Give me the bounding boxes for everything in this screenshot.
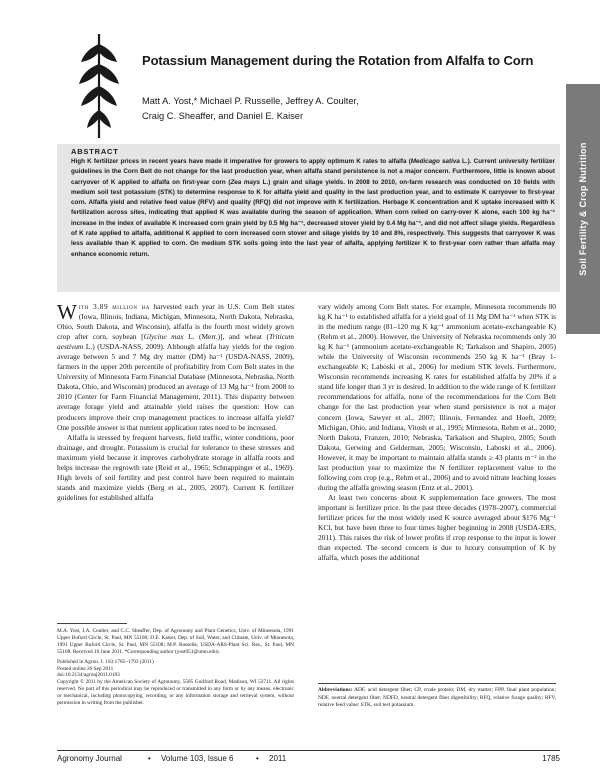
page-footer <box>57 750 560 763</box>
lead-in: ith 3.89 million ha <box>78 302 150 311</box>
species-name: Medicago sativa <box>410 158 460 165</box>
volume-issue: Volume 103, Issue 6 <box>161 754 234 763</box>
journal-name: Agronomy Journal <box>57 754 122 763</box>
affiliations: M.A. Yost, J.A. Coulter, and C.C. Sheaffer, Dep. of Agronomy and Plant Genetics, Univ. of Minnesota, 1991 Upper Buford Circle, St. Paul, MN 55108; D.E. Kaiser, Dep. of Soil, Water, and Climate, Univ. of Minnesota, 1991 Upper Buford Circle, St. Paul, MN 55108; M.P. Russelle, USDA-ARS-Plant Sci. Res., St. Paul, MN 55108. Received 10 June 2011. *Corresponding author (yost051@umn.edu). <box>57 628 294 655</box>
body-paragraph: At least two concerns about K supplementation face growers. The most important is fertilizer price. In the past three decades (1978–2007), commercial fertilizer prices for the most widely used K source averaged about $176 Mg⁻¹ KCl, but have been three to four times higher beginning in 2008 (USDA-ERS, 2011). This raises the risk of lower profits if crop response to the input is lower than expected. The second concern is due to luxury consumption of K by alfalfa, which poses the additional <box>318 492 556 563</box>
journal-logo <box>71 30 127 142</box>
author-list <box>142 94 542 124</box>
article-title: Potassium Management during the Rotation from Alfalfa to Corn <box>142 53 534 68</box>
body-paragraph: With 3.89 million ha harvested each year in U.S. Corn Belt states (Iowa, Illinois, Indiana, Michigan, Minnesota, North Dakota, Nebraska, Ohio, South Dakota, and Wisconsin), alfalfa is the fourth most widely grown crop after corn, soybean [Glycine max L. (Merr.)], and wheat (Triticum aestivum L.) (USDA-NASS, 2009). Although alfalfa hay yields for the region average between 5 and 7 Mg dry matter (DM) ha⁻¹ (USDA-NASS, 2009), farmers in the upper 20th percentile of profitability from Corn Belt states in the University of Minnesota Farm Financial Database (Minnesota, Nebraska, North Dakota, Ohio, and Wisconsin) produced an average of 13 Mg ha⁻¹ from 2008 to 2010 (Center for Farm Financial Management, 2011). This disparity between average forage yield and attainable yield raises the question: How can producers improve their crop management practices to increase alfalfa yield? One possible answer is that nutrient application rates need to be increased. <box>57 300 295 432</box>
year: 2011 <box>269 754 287 763</box>
abbreviations-rule <box>318 683 556 684</box>
abstract-heading: ABSTRACT <box>71 147 119 156</box>
authors-line-1: Matt A. Yost,* Michael P. Russelle, Jeffrey A. Coulter, <box>142 96 359 106</box>
copyright: Copyright © 2011 by the American Society of Agronomy, 5585 Guilford Road, Madison, WI 53711. All rights reserved. No part of this periodical may be reproduced or transmitted in any form or by any means, electronic or mechanical, including photocopying, recording, or any information storage and retrieval system, without permission in writing from the publisher. <box>57 679 294 707</box>
abbreviations-label: Abbreviations: <box>318 687 353 693</box>
page-number: 1785 <box>542 754 560 763</box>
body-column-left <box>57 302 294 503</box>
section-tab <box>566 84 600 334</box>
authors-line-2: Craig C. Sheaffer, and Daniel E. Kaiser <box>142 111 304 121</box>
footnote-block <box>57 628 294 707</box>
drop-cap: W <box>57 300 77 324</box>
species-name: Zea mays <box>230 178 261 186</box>
footer-separator: • <box>148 754 151 763</box>
doi: doi:10.2134/agronj2011.0183 <box>57 672 120 679</box>
section-tab-label: Soil Fertility & Crop Nutrition <box>578 142 588 276</box>
posted-line: Posted online 26 Sep 2011 <box>57 665 114 672</box>
body-paragraph: Alfalfa is stressed by frequent harvests, field traffic, winter conditions, poor drainage, and drought. Potassium is crucial for tolerance to these stresses and maximum yield because it improves carbohydrate storage in alfalfa roots and helps increase the regrowth rate (Reid et al., 1965; Schnappinger et al., 1969). High levels of soil fertility and pest control have been required to maintain stands and maximize yields (Berg et al., 2005, 2007). Current K fertilizer guidelines for established alfalfa <box>57 432 294 502</box>
body-paragraph: vary widely among Corn Belt states. For example, Minnesota recommends 80 kg K ha⁻¹ to established alfalfa for a yield goal of 11 Mg DM ha⁻¹ when STK is in the medium range (81–120 mg K kg⁻¹ ammonium acetate-exchangeable K) (Rehm et al., 2000). However, the University of Nebraska recommends only 30 kg K ha⁻¹ (ammonium acetate-exchangeable K; Tarkalson and Shapiro, 2005) while the University of Wisconsin recommends 250 kg K ha⁻¹ (Bray 1-exchangeable K; Laboski et al., 2006) for medium STK levels. Furthermore, Wisconsin recommends increasing K rates for established alfalfa by 20% if a stand life longer than 3 yr is desired. In addition to the wide range of K fertilizer recommendations for alfalfa, none of the recommendations for the Corn Belt change for the last production year when stand persistence is not a major concern (Iowa, Sawyer et al., 2007; Illinois, Fernandez and Hoeft, 2009; Michigan, Ohio, and Indiana, Vitosh et al., 1995; Minnesota, Rehm et al., 2000; North Dakota, Franzen, 2010; Nebraska, Tarkalson and Shapiro, 2005; South Dakota, Gerwing and Gelderman, 2005; Wisconsin, Laboski et al., 2006). However, it may be important to maintain alfalfa stands ≥ 43 plants m⁻² in the last production year to maximize the N fertilizer replacement value to the following corn crop (e.g., Rehm et al., 2006) and to avoid nitrate leaching losses during the alfalfa growing season (Entz et al., 2001). <box>318 302 556 492</box>
publication-line: Published in Agron. J. 103:1785–1793 (2011) <box>57 658 154 665</box>
abbreviations-block: Abbreviations: ADF, acid detergent fiber; CP, crude protein; DM, dry matter; FPP, final plant population; NDF, neutral detergent fiber; NDFD, neutral detergent fiber digestibility; RFQ, relative forage quality; RFV, relative feed value; STK, soil test potassium. <box>318 687 556 708</box>
body-column-right <box>318 302 556 563</box>
footer-separator: • <box>256 754 259 763</box>
footnote-rule <box>57 623 127 624</box>
abstract-text: High K fertilizer prices in recent years have made it imperative for growers to apply optimum K rates to alfalfa (Medicago sativa L.). Current university fertilizer guidelines in the Corn Belt do not change for the last production year, when alfalfa stand persistence is not a major concern. Furthermore, little is known about carryover of K applied to alfalfa on first-year corn (Zea mays L.) grain and silage yields. In 2008 to 2010, on-farm research was conducted on 10 fields with medium soil test potassium (STK) to determine response to K for alfalfa yield and quality in the last production year, and to estimate K carryover to first-year corn. Alfalfa yield and relative feed value (RFV) and quality (RFQ) did not improve with K fertilization. Herbage K concentration and K uptake increased with K fertilization across sites, indicating that applied K was available during the season of application. When corn relied on carry-over K alone, each 100 kg ha⁻¹ increase in the index of available K increased corn grain yield by 0.5 Mg ha⁻¹, decreased stover yield by 0.4 Mg ha⁻¹, and did not affect silage yields. Regardless of K rate applied to alfalfa, additional K applied to corn increased corn stover and silage yields by 10 and 8%, respectively. This suggests that carryover K was less available than K applied to corn. On medium STK soils going into the last year of alfalfa, applying fertilizer K to first-year corn rather than alfalfa may enhance economic return. <box>71 158 555 258</box>
